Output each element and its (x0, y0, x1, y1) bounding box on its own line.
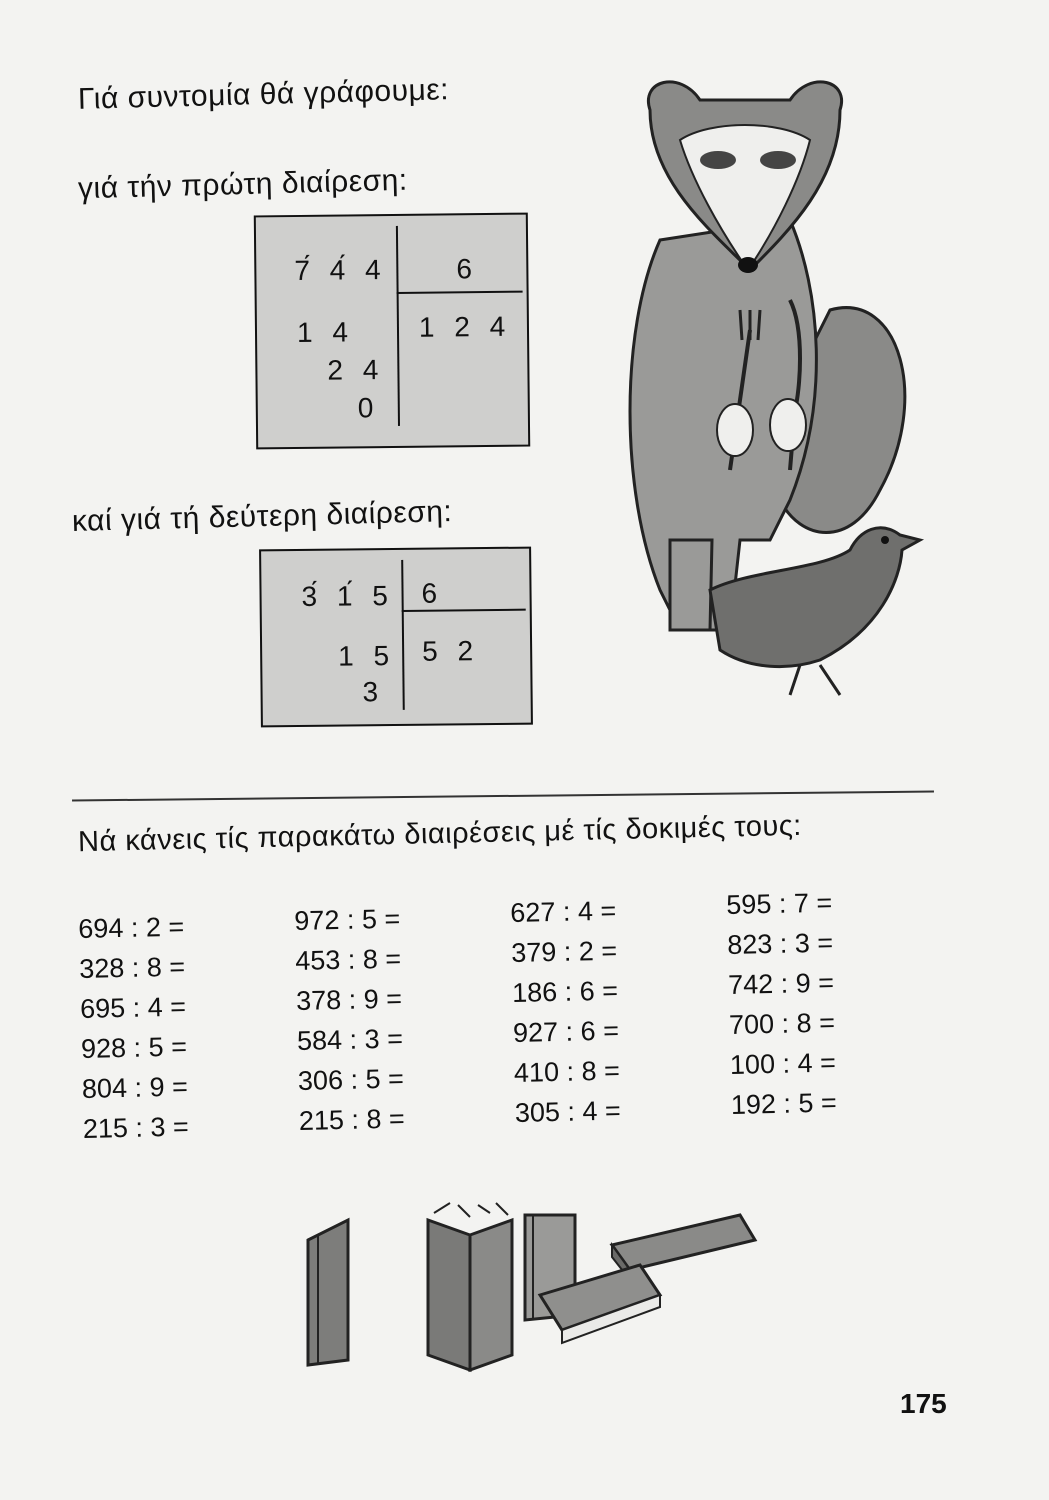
exercise-item: 700 : 8 = (728, 1007, 836, 1040)
exercise-item: 927 : 6 = (512, 1015, 620, 1048)
exercise-item: 823 : 3 = (726, 927, 834, 960)
books-illustration (300, 1195, 760, 1375)
fox-with-hen-illustration (600, 70, 940, 710)
dividend: 7́ 4́ 4 (294, 254, 387, 287)
intro-text: Γιά συντομία θά γράφουμε: (77, 73, 450, 116)
quotient: 5 2 (421, 635, 480, 667)
exercise-item: 972 : 5 = (294, 903, 401, 936)
page-number: 175 (900, 1388, 947, 1419)
division-step: 1 5 (338, 640, 396, 672)
divisor: 6 (456, 253, 479, 285)
division-box-2 (259, 547, 533, 728)
exercise-item: 305 : 4 = (514, 1095, 622, 1128)
division-step: 2 4 (327, 354, 385, 386)
dividend: 3́ 1́ 5 (301, 580, 395, 612)
exercise-item: 584 : 3 = (296, 1023, 404, 1056)
exercise-item: 186 : 6 = (511, 975, 619, 1008)
division-box-1 (254, 213, 530, 450)
exercise-item: 410 : 8 = (513, 1055, 621, 1088)
first-division-label: γιά τήν πρώτη διαίρεση: (77, 163, 409, 206)
exercise-item: 100 : 4 = (729, 1047, 837, 1080)
division-step: 1 4 (296, 316, 355, 348)
exercise-item: 215 : 8 = (298, 1103, 406, 1136)
exercise-item: 306 : 5 = (297, 1063, 405, 1096)
exercise-item: 595 : 7 = (726, 887, 833, 920)
division-horizontal-line (402, 609, 526, 612)
exercise-item: 627 : 4 = (510, 895, 617, 928)
second-division-label: καί γιά τή δεύτερη διαίρεση: (71, 495, 453, 538)
division-vertical-line (396, 226, 400, 426)
exercise-item: 192 : 5 = (730, 1087, 838, 1120)
divisor: 6 (421, 577, 444, 609)
division-horizontal-line (397, 291, 523, 294)
section-divider (72, 790, 934, 801)
exercise-item: 328 : 8 = (78, 951, 186, 984)
division-step: 0 (357, 392, 380, 424)
exercise-item: 804 : 9 = (81, 1071, 189, 1104)
exercise-item: 928 : 5 = (80, 1031, 188, 1064)
exercise-item: 694 : 2 = (78, 911, 185, 944)
exercise-item: 742 : 9 = (727, 967, 835, 1000)
exercise-item: 695 : 4 = (79, 991, 187, 1024)
division-vertical-line (401, 560, 405, 710)
exercise-item: 215 : 3 = (82, 1111, 190, 1144)
exercise-item: 379 : 2 = (510, 935, 618, 968)
exercise-item: 453 : 8 = (294, 943, 402, 976)
division-step: 3 (362, 676, 385, 708)
exercise-title: Νά κάνεις τίς παρακάτω διαιρέσεις μέ τίς δοκιμές τους: (77, 809, 803, 859)
exercise-item: 378 : 9 = (295, 983, 403, 1016)
quotient: 1 2 4 (418, 310, 512, 343)
